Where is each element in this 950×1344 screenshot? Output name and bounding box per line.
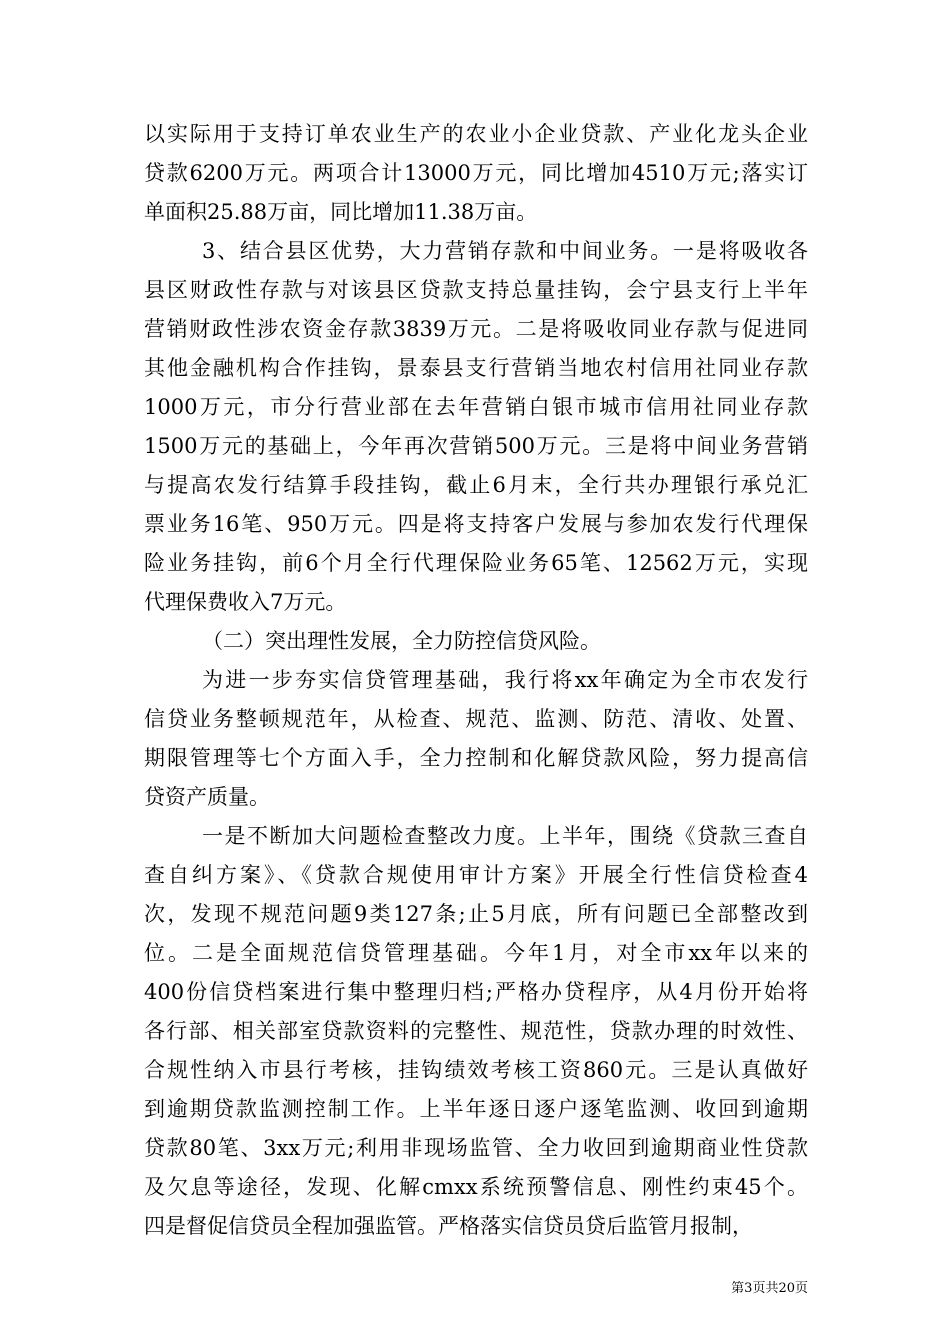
paragraph bbox=[144, 622, 808, 661]
text-line: 贷资产质量。 bbox=[144, 785, 270, 809]
text-line: 各行部、相关部室贷款资料的完整性、规范性，贷款办理的时效性、 bbox=[144, 1019, 808, 1043]
text-line: 贷款6200万元。两项合计13000万元，同比增加4510万元;落实订 bbox=[144, 161, 808, 185]
text-line: 险业务挂钩，前6个月全行代理保险业务65笔、12562万元，实现 bbox=[144, 551, 808, 575]
paragraph bbox=[144, 817, 808, 1246]
text-line: 贷款80笔、3xx万元;利用非现场监管、全力收回到逾期商业性贷款 bbox=[144, 1136, 808, 1160]
text-line: 次，发现不规范问题9类127条;止5月底，所有问题已全部整改到 bbox=[144, 902, 808, 926]
paragraph bbox=[144, 232, 808, 622]
page-number: 第3页共20页 bbox=[731, 1281, 808, 1296]
paragraph bbox=[144, 115, 808, 232]
text-line: 位。二是全面规范信贷管理基础。今年1月，对全市xx年以来的 bbox=[144, 941, 808, 965]
text-line: 1500万元的基础上，今年再次营销500万元。三是将中间业务营销 bbox=[144, 434, 808, 458]
text-line: 为进一步夯实信贷管理基础，我行将xx年确定为全市农发行 bbox=[202, 668, 808, 692]
text-line: 400份信贷档案进行集中整理归档;严格办贷程序，从4月份开始将 bbox=[144, 980, 808, 1004]
text-line: 一是不断加大问题检查整改力度。上半年，围绕《贷款三查自 bbox=[202, 824, 808, 848]
text-line: 以实际用于支持订单农业生产的农业小企业贷款、产业化龙头企业 bbox=[144, 122, 808, 146]
text-line: 3、结合县区优势，大力营销存款和中间业务。一是将吸收各 bbox=[202, 239, 808, 263]
text-line: 期限管理等七个方面入手，全力控制和化解贷款风险，努力提高信 bbox=[144, 746, 808, 770]
text-line: 信贷业务整顿规范年，从检查、规范、监测、防范、清收、处置、 bbox=[144, 707, 808, 731]
text-line: 与提高农发行结算手段挂钩，截止6月末，全行共办理银行承兑汇 bbox=[144, 473, 808, 497]
text-line: 1000万元，市分行营业部在去年营销白银市城市信用社同业存款 bbox=[144, 395, 808, 419]
body-text bbox=[144, 115, 808, 1246]
paragraph bbox=[144, 661, 808, 817]
text-line: （二）突出理性发展，全力防控信贷风险。 bbox=[202, 629, 601, 653]
text-line: 县区财政性存款与对该县区贷款支持总量挂钩，会宁县支行上半年 bbox=[144, 278, 808, 302]
text-line: 其他金融机构合作挂钩，景泰县支行营销当地农村信用社同业存款 bbox=[144, 356, 808, 380]
text-line: 四是督促信贷员全程加强监管。严格落实信贷员贷后监管月报制， bbox=[144, 1214, 753, 1238]
text-line: 到逾期贷款监测控制工作。上半年逐日逐户逐笔监测、收回到逾期 bbox=[144, 1097, 808, 1121]
text-line: 营销财政性涉农资金存款3839万元。二是将吸收同业存款与促进同 bbox=[144, 317, 808, 341]
text-line: 单面积25.88万亩，同比增加11.38万亩。 bbox=[144, 200, 538, 224]
text-line: 代理保费收入7万元。 bbox=[144, 590, 347, 614]
text-line: 查自纠方案》、《贷款合规使用审计方案》开展全行性信贷检查4 bbox=[144, 863, 808, 887]
text-line: 票业务16笔、950万元。四是将支持客户发展与参加农发行代理保 bbox=[144, 512, 808, 536]
text-line: 合规性纳入市县行考核，挂钩绩效考核工资860元。三是认真做好 bbox=[144, 1058, 808, 1082]
text-line: 及欠息等途径，发现、化解cmxx系统预警信息、刚性约束45个。 bbox=[144, 1175, 808, 1199]
